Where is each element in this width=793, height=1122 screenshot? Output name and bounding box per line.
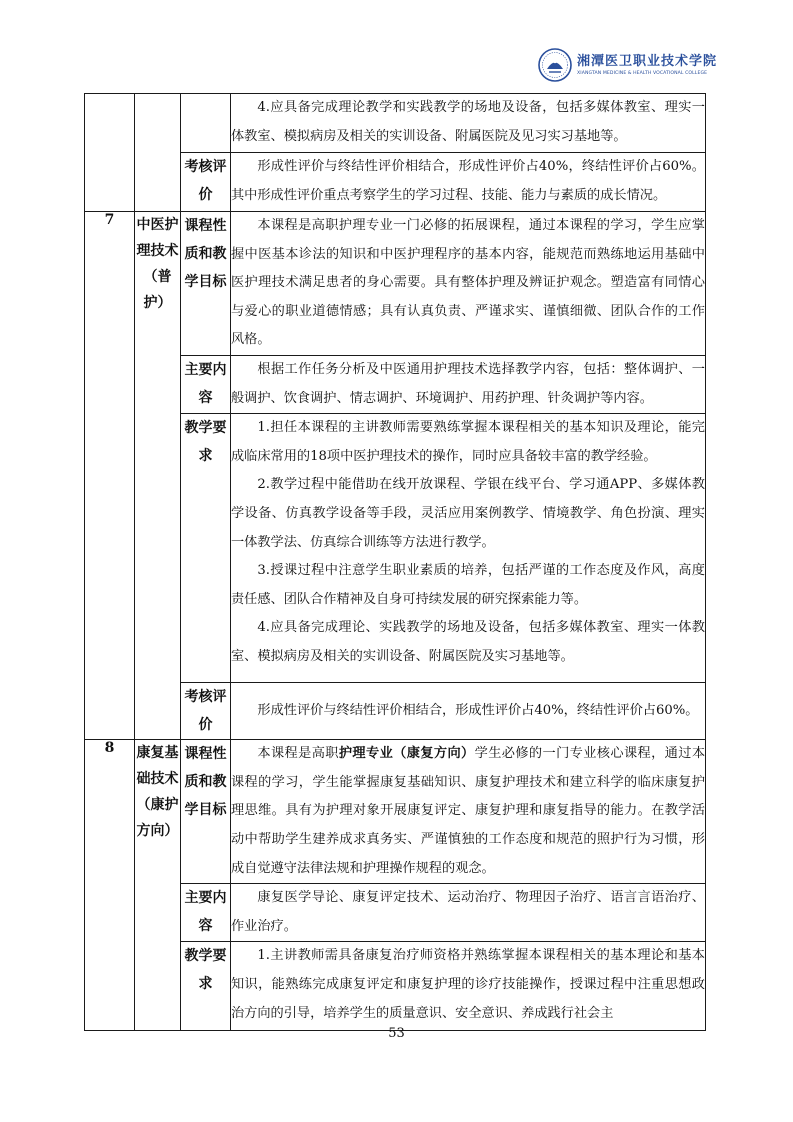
item-label-cell: 主要内容 [181,884,231,942]
course-number-cell [85,94,135,212]
item-label-cell: 教学要求 [181,942,231,1031]
content-cell [231,414,706,683]
teaching-requirement-item: 1.主讲教师需具备康复治疗师资格并熟练掌握本课程相关的基本理论和基本知识，能熟练完成康复评定和康复护理的诊疗技能操作，授课过程中注重思想政治方向的引导，培养学生的质量意识、安全意识、养成践行社会主 [231,948,705,1021]
course-goals-major-highlight: 护理专业（康复方向） [338,746,475,762]
main-content-text: 康复医学导论、康复评定技术、运动治疗、物理因子治疗、语言言语治疗、作业治疗。 [231,890,705,934]
content-cell [231,683,706,740]
content-cell [231,355,706,413]
course-name-cell [135,94,181,212]
course-number-cell: 8 [85,740,135,1031]
teaching-requirement-item: 2.教学过程中能借助在线开放课程、学银在线平台、学习通APP、多媒体教学设备、仿真教学设备等手段，灵活应用案例教学、情境教学、角色扮演、理实一体教学法、仿真综合训练等方法进行教学。 [231,477,705,550]
college-name-cn: 湘潭医卫职业技术学院 [577,53,718,69]
content-cell [231,942,706,1031]
course-name-cell: 中医护理技术（普护） [135,212,181,740]
course-number-cell: 7 [85,212,135,740]
item-label-cell: 课程性质和教学目标 [181,212,231,356]
table-row [85,94,706,153]
table-row [85,740,706,884]
item-label-cell: 考核评价 [181,683,231,740]
course-goals-text: 本课程是高职护理专业一门必修的拓展课程，通过本课程的学习，学生应掌握中医基本诊法的知识和中医护理程序的基本内容，能规范而熟练地运用基础中医护理技术满足患者的身心需要。具有整体护理及辨证护观念。塑造富有同情心与爱心的职业道德情感；具有认真负责、严谨求实、谨慎细微、团队合作的工作风格。 [231,218,705,348]
item-label-cell: 主要内容 [181,355,231,413]
curriculum-table [84,93,706,1031]
assessment-text: 形成性评价与终结性评价相结合，形成性评价占40%，终结性评价占60%。其中形成性评价重点考察学生的学习过程、技能、能力与素质的成长情况。 [231,159,705,203]
content-cell [231,884,706,942]
item-label-cell [181,94,231,153]
teaching-requirement-item: 1.担任本课程的主讲教师需要熟练掌握本课程相关的基本知识及理论，能完成临床常用的18项中医护理技术的操作，同时应具备较丰富的教学经验。 [231,420,705,464]
table-row [85,212,706,356]
content-cell [231,153,706,212]
teaching-requirement-item: 4.应具备完成理论、实践教学的场地及设备，包括多媒体教室、理实一体教室、模拟病房及相关的实训设备、附属医院及实习基地等。 [231,620,705,664]
main-content-text: 根据工作任务分析及中医通用护理技术选择教学内容，包括：整体调护、一般调护、饮食调护、情志调护、环境调护、用药护理、针灸调护等内容。 [231,361,705,406]
page-number: 53 [388,1026,405,1041]
content-cell [231,94,706,153]
college-logo [538,48,717,82]
course-goals-text-start: 本课程是高职 [257,746,339,762]
course-name-cell: 康复基础技术（康护方向） [135,740,181,1031]
content-cell [231,212,706,356]
teaching-requirement-item: 4.应具备完成理论教学和实践教学的场地及设备，包括多媒体教室、理实一体教室、模拟病房及相关的实训设备、附属医院及见习实习基地等。 [231,100,705,144]
college-name-en: XIANGTAN MEDICINE & HEALTH VOCATIONAL COLLEGE [577,70,708,76]
item-label-cell: 教学要求 [181,414,231,683]
course-goals-text-rest: 学生必修的一门专业核心课程，通过本课程的学习，学生能掌握康复基础知识、康复护理技术和建立科学的临床康复护理思维。具有为护理对象开展康复评定、康复护理和康复指导的能力。在教学活动中帮助学生建养成求真务实、严谨慎独的工作态度和规范的照护行为习惯，形成自觉遵守法律法规和护理操作规程的观念。 [231,746,706,876]
course-goals-text [231,740,705,883]
item-label-cell: 考核评价 [181,153,231,212]
college-emblem-icon [538,48,572,82]
item-label-cell: 课程性质和教学目标 [181,740,231,884]
teaching-requirement-item: 3.授课过程中注意学生职业素质的培养，包括严谨的工作态度及作风，高度责任感、团队合作精神及自身可持续发展的研究探索能力等。 [231,563,705,607]
content-cell [231,740,706,884]
assessment-text: 形成性评价与终结性评价相结合，形成性评价占40%，终结性评价占60%。 [257,702,699,718]
